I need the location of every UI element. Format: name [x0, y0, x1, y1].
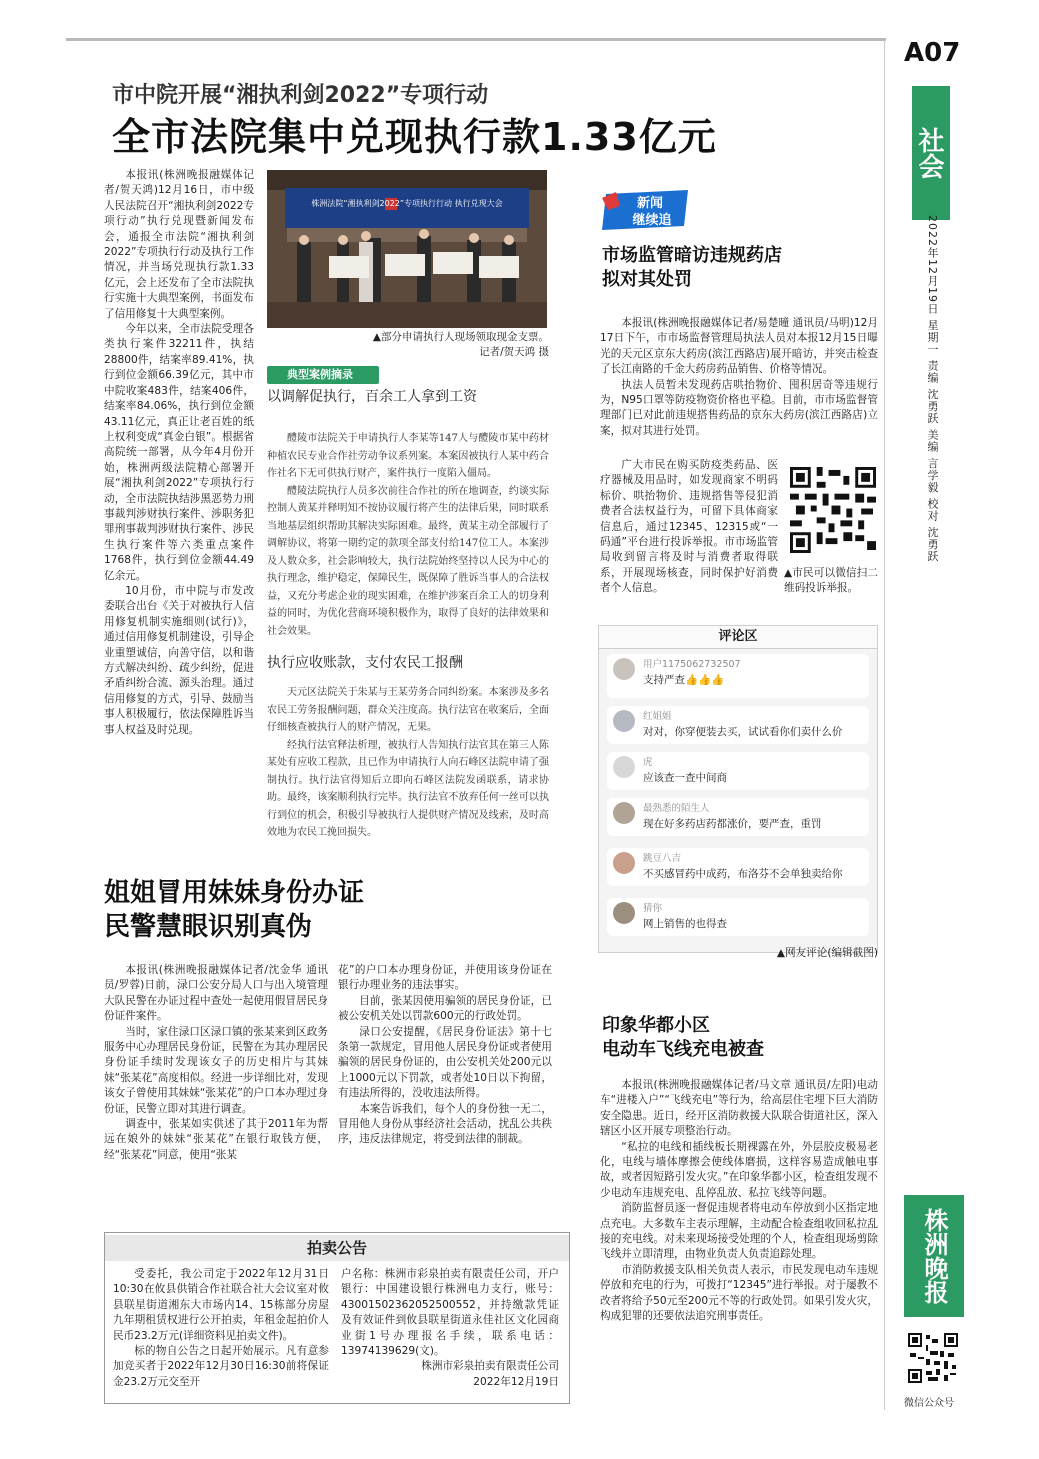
comment-user: 用户1175062732507 [643, 659, 741, 670]
comment-text: 现在好多药店药都涨价，要严查，重罚 [643, 818, 822, 830]
paragraph: 调查中，张某如实供述了其于2011年为帮远在娘外的妹妹“张某花”在银行取钱方便，经“张某花”同意，使用“张某 [104, 1118, 328, 1161]
paragraph: 本报讯(株洲晚报融媒体记者/马文章 通讯员/左阳)电动车“进楼入户”“飞线充电”等行为，给高层住宅埋下巨大消防安全隐患。近日，经开区消防救援大队联合街道社区，深入辖区小区开展专项整治行动。 [600, 1079, 878, 1138]
paragraph: 本报讯(株洲晚报融媒体记者/沈金华 通讯员/罗蓉)日前，渌口公安分局人口与出入境管理大队民警在办证过程中查处一起使用假冒居民身份证件案件。 [104, 964, 328, 1023]
paragraph: 醴陵市法院关于申请执行人李某等147人与醴陵市某中药材种植农民专业合作社劳动争议系列案。本案因被执行人某中药合作社名下无可供执行财产，案件执行一度陷入僵局。 [267, 433, 549, 479]
user-avatar-icon [613, 852, 635, 874]
paragraph: 本报讯(株洲晚报融媒体记者/贺天鸿)12月16日，市中级人民法院召开“湘执利剑2022专项行动”执行兑现暨新闻发布会，通报全市法院“湘执利剑2022”专项执行行动及执行工作情况，并当场兑现执行款1.33亿元，会上还发布了全市法院执行实施十大典型案例，书面发布了信用修复十大典型案例。 [104, 169, 254, 320]
impostor-title [104, 876, 364, 944]
impostor-body-col2 [338, 963, 552, 1148]
badge-line1: 新闻 [636, 196, 664, 211]
dateline: 2022年12月19日 星期一 责编 沈勇跃 美编 言学毅 校对 沈勇跃 [926, 215, 939, 563]
auction-col2 [341, 1267, 559, 1390]
news-photo [267, 170, 547, 328]
section-tab: 社会 [912, 86, 950, 220]
top-rule [66, 38, 886, 41]
comment-text: 网上销售的也得查 [643, 918, 727, 930]
paragraph: 渌口公安提醒，《居民身份证法》第十七条第一款规定，冒用他人居民身份证或者使用骗领的居民身份证的，由公安机关处200元以上1000元以下罚款，或者处10日以下拘留，有违法所得的，没收违法所得。 [338, 1025, 552, 1100]
auction-title: 拍卖公告 [105, 1235, 569, 1261]
paragraph: “私拉的电线和插线板长期裸露在外，外层胶皮极易老化，电线与墙体摩擦会使线体磨损，这样容易造成触电事故，或者因短路引发火灾。”在印象华都小区，检查组发现不少电动车违规充电、乱停乱放、私拉飞线等问题。 [600, 1140, 878, 1199]
paragraph: 市消防救援支队相关负责人表示，市民发现电动车违规停放和充电的行为，可拨打“12345”进行举报。对于屡教不改者将给予50元至200元不等的行政处罚。如果引发火灾，构成犯罪的还要依法追究刑事责任。 [600, 1263, 878, 1323]
case2-title: 执行应收账款，支付农民工报酬 [267, 655, 463, 671]
pharmacy-body-narrow [600, 458, 778, 597]
case-badge: 典型案例摘录 [267, 366, 379, 384]
comment-screenshot [598, 625, 878, 953]
comment-caption: ▲网友评论(编辑截图) [776, 947, 878, 959]
auction-date: 2022年12月19日 [473, 1375, 559, 1388]
photo-banner-text: 株洲法院“湘执利剑2022”专项执行行动 执行兑现大会 [311, 199, 503, 208]
page-number: A07 [904, 38, 961, 68]
ebike-title-line2: 电动车飞线充电被查 [602, 1039, 764, 1060]
paragraph: 经执行法官释法析理，被执行人告知执行法官其在第三人陈某处有应收工程款，且已作为申请执行人向石峰区法院申请了强制执行。执行法官得知后立即向石峰区法院发函联系，请求协助。最终，该案顺利执行完毕。执行法官不放弃任何一丝可以执行到位的机会，积极引导被执行人提供财产情况及线索，及时高效地为农民工挽回损失。 [267, 739, 549, 838]
comment-user: 猜你 [643, 903, 663, 914]
paragraph: 当时，家住渌口区渌口镇的张某来到区政务服务中心办理居民身份证，民警在为其办理居民身份证手续时发现该女子的历史相片与其妹妹“张某花”高度相似。经进一步详细比对，发现该女子曾使用其妹妹“张某花”的户口本办理过身份证，民警立即对其进行调查。 [104, 1025, 328, 1115]
comment-item [607, 706, 869, 744]
side-divider [884, 40, 885, 1410]
qr-caption: ▲市民可以微信扫二维码投诉举报。 [784, 567, 878, 595]
lead-headline: 全市法院集中兑现执行款1.33亿元 [112, 115, 717, 159]
user-avatar-icon [613, 802, 635, 824]
paragraph: 目前，张某因使用骗领的居民身份证，已被公安机关处以罚款600元的行政处罚。 [338, 994, 552, 1023]
comment-text: 对对，你穿便装去买，试试看你们卖什么价 [643, 726, 843, 738]
user-avatar-icon [613, 902, 635, 924]
paragraph: 10月份，市中院与市发改委联合出台《关于对被执行人信用修复机制实施细则(试行)》，通过信用修复机制建设，引导企业重塑诚信，向善守信，以和谐方式解决纠纷、疏少纠纷，促进矛盾纠纷合流、源头治理。通过信用修复的方式，引导、鼓励当事人积极履行，依法保障胜诉当事人权益及时兑现。 [104, 584, 254, 736]
lead-kicker: 市中院开展“湘执利剑2022”专项行动 [112, 83, 489, 108]
pharmacy-title-line2: 拟对其处罚 [602, 269, 692, 290]
comment-text: 支持严查👍👍👍 [643, 674, 725, 686]
comment-item [607, 752, 869, 790]
auction-signer: 株洲市彩泉拍卖有限责任公司 [421, 1360, 559, 1373]
impostor-title-line1: 姐姐冒用妹妹身份办证 [104, 878, 365, 908]
paragraph: 户名称：株洲市彩泉拍卖有限责任公司，开户银行：中国建设银行株洲电力支行，账号：43001502362052500552，并持缴款凭证及有效证件到攸县联星街道永佳社区文化园商业街1号办理报名手续，联系电话：13974139629(文)。 [341, 1268, 559, 1358]
photo-credit: 记者/贺天鸿 摄 [479, 346, 549, 358]
pharmacy-title-line1: 市场监管暗访违规药店 [602, 245, 782, 266]
comment-header: 评论区 [599, 626, 877, 649]
photo-caption-text: ▲部分申请执行人现场领取现金支票。 [372, 331, 549, 343]
paragraph: 广大市民在购买防疫类药品、医疗器械及用品时，如发现商家不明码标价、哄抬物价、违规搭售等侵犯消费者合法权益行为，可留下具体商家信息后，通过12345、12315或“一码通”平台进行投诉举报。市市场监管局收到留言将及时与消费者取得联系，开展现场核查，同时保护好消费者个人信息。 [600, 459, 778, 595]
comment-user: 红姐姐 [643, 711, 672, 722]
paragraph: 本报讯(株洲晚报融媒体记者/易楚曈 通讯员/马明)12月17日下午，市市场监督管理局执法人员对本报12月15日曝光的天元区京东大药房(滨江西路店)展开暗访，并突击检查了长江南路的千金大药房药品销售、价格等情况。 [600, 317, 878, 376]
paragraph: 执法人员暂未发现药店哄抬物价、囤积居奇等违规行为，N95口罩等防疫物资价格也平稳。目前，市市场监督管理部门已对此前违规搭售药品的京东大药房(滨江西路店)立案，拟对其进行处罚。 [600, 378, 878, 437]
comment-user: 虎 [643, 757, 653, 768]
ebike-title-line1: 印象华都小区 [602, 1015, 710, 1036]
paragraph: 醴陵法院执行人员多次前往合作社的所在地调查，约谈实际控制人黄某并释明知不按协议履行将产生的法律后果，同时联系当地基层组织帮助其解决实际困难。最终，黄某主动全部履行了调解协议，将第一期约定的款项全部支付给147位工人。本案涉及人数众多，社会影响较大，执行法院始终坚持以人民为中心的执行理念，维护稳定，保障民生，既保障了胜诉当事人的合法权益，又充分考虑企业的现实困难，在维护涉案百余工人的切身利益的同时，为优化营商环境积极作为，取得了良好的法律效果和社会效果。 [267, 485, 549, 637]
comment-user: 跳豆八吉 [643, 853, 682, 864]
user-avatar-icon [613, 658, 635, 680]
comment-text: 应该查一查中间商 [643, 772, 727, 784]
badge-line2: 继续追 [632, 213, 672, 228]
comment-text: 不买感冒药中成药，布洛芬不会单独卖给你 [643, 868, 843, 880]
paragraph: 标的物自公告之日起开始展示。凡有意参加竞买者于2022年12月30日16:30前将保证金23.2万元交至开 [113, 1345, 329, 1388]
case1-body [267, 430, 549, 640]
impostor-title-line2: 民警慧眼识别真伪 [104, 912, 313, 942]
pharmacy-body [600, 316, 878, 439]
lead-body-column [104, 168, 254, 738]
complaint-qr-code [790, 465, 876, 555]
comment-item [607, 654, 869, 698]
paragraph: 消防监督员逐一督促违规者将电动车停放到小区指定地点充电。大多数车主表示理解，主动配合检查组收回私拉乱接的充电线。对未来现场接受处理的个人，检查组现场剪除飞线并立即清理，由物业负责人负责追踪处理。 [600, 1202, 878, 1261]
ebike-body [600, 1078, 878, 1325]
comment-item [607, 898, 869, 936]
paragraph: 今年以来，全市法院受理各类执行案件32211件，执结28800件，结案率89.41%，执行到位金额66.39亿元，其中市中院收案483件，结案406件，结案率84.06%，执行到位金额43.11亿元，真正让老百姓的纸上权利变成“真金白银”。根据省高院统一部署，从今年4月份开始，株洲两级法院精心部署开展“湘执利剑2022”专项执行行动，全市法院执结涉黑恶势力刑事裁判涉财执行案件、涉职务犯罪刑事裁判涉财执行案件、涉民生执行案件等六类重点案件1768件，执行到位金额44.49亿余元。 [104, 323, 254, 582]
comment-item [607, 798, 869, 836]
case2-body [267, 684, 549, 842]
photo-caption [267, 330, 549, 360]
news-follow-up-badge [602, 190, 692, 230]
masthead-text: 株洲晚报 [920, 1208, 949, 1304]
impostor-body-col1 [104, 963, 328, 1163]
masthead-logo [904, 1195, 964, 1317]
user-avatar-icon [613, 756, 635, 778]
paragraph: 受委托，我公司定于2022年12月31日10:30在攸县供销合作社联合社大会议室对攸县联星街道湘东大市场内14、15栋部分房屋九年期租赁权进行公开拍卖，年租金起拍价人民币23.2万元(详细资料见拍卖文件)。 [113, 1268, 329, 1342]
ebike-title [602, 1014, 764, 1062]
wechat-label: 微信公众号 [904, 1398, 954, 1409]
paragraph: 花”的户口本办理身份证，并使用该身份证在银行办理业务的违法事实。 [338, 964, 552, 992]
paragraph: 本案告诉我们，每个人的身份独一无二，冒用他人身份从事经济社会活动，扰乱公共秩序，违反法律规定，将受到法律的制裁。 [338, 1102, 552, 1146]
user-avatar-icon [613, 710, 635, 732]
comment-item [607, 848, 869, 886]
auction-col1 [113, 1267, 329, 1390]
pharmacy-title [602, 244, 782, 292]
comment-user: 最熟悉的陌生人 [643, 803, 710, 814]
case1-title: 以调解促执行，百余工人拿到工资 [267, 389, 477, 405]
wechat-qr-code [908, 1333, 958, 1383]
paragraph: 天元区法院关于朱某与王某劳务合同纠纷案。本案涉及多名农民工劳务报酬问题，群众关注度高。执行法官在收案后，全面仔细核查被执行人的财产情况，无果。 [267, 687, 549, 733]
auction-notice [104, 1232, 570, 1404]
